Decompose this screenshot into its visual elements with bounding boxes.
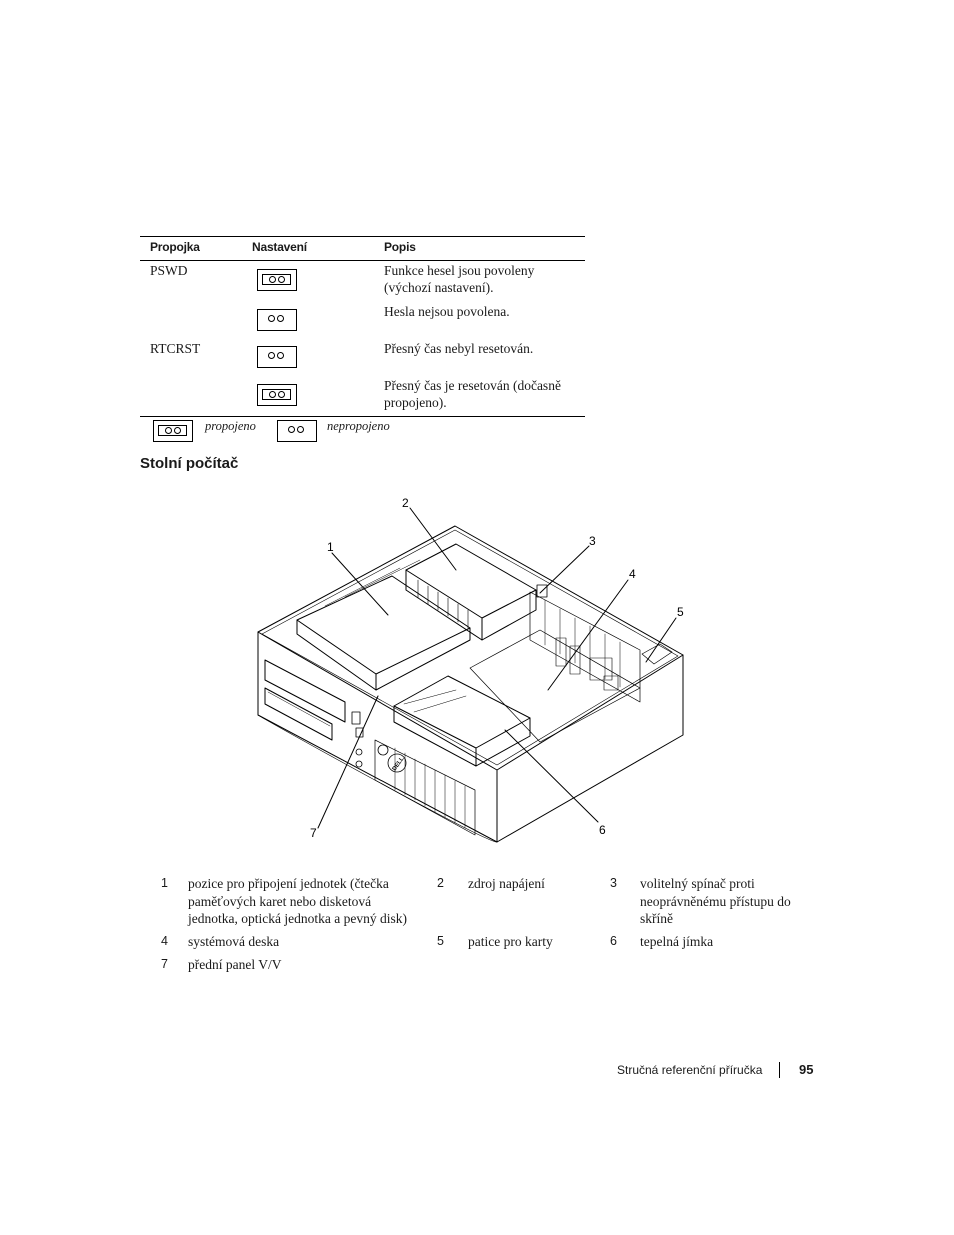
page-number: 95	[799, 1062, 814, 1077]
table-row-jumper: PSWD	[150, 263, 188, 278]
callout-5: 5	[677, 605, 684, 619]
header-setting: Nastavení	[252, 240, 307, 254]
callout-4: 4	[629, 567, 636, 581]
component-number: 5	[437, 934, 444, 948]
table-row-description: Přesný čas nebyl resetován.	[384, 341, 534, 356]
legend-closed-label: propojeno	[205, 419, 256, 433]
heat-sink	[394, 676, 530, 766]
footer-title: Stručná referenční příručka	[617, 1063, 763, 1077]
system-board	[470, 630, 640, 742]
component-label: tepelná jímka	[640, 934, 714, 949]
component-label: zdroj napájení	[468, 876, 545, 891]
jumper-closed-icon	[257, 269, 297, 291]
component-number: 2	[437, 876, 444, 890]
chassis-outline	[258, 526, 683, 842]
callout-6: 6	[599, 823, 606, 837]
jumper-open-icon	[257, 346, 297, 368]
table-bottom-rule	[140, 416, 585, 417]
legend-open-jumper-icon	[277, 420, 317, 442]
brand-logo-text: DELL	[391, 756, 406, 773]
component-label: patice pro karty	[468, 934, 553, 949]
header-description: Popis	[384, 240, 416, 254]
legend-closed-jumper-icon	[153, 420, 193, 442]
jumper-open-icon	[257, 309, 297, 331]
table-row-description: Funkce hesel jsou povoleny (výchozí nastavení).	[384, 263, 535, 295]
header-jumper: Propojka	[150, 240, 200, 254]
table-row-description: Přesný čas je resetován (dočasně propojeno).	[384, 378, 561, 410]
component-number: 3	[610, 876, 617, 890]
desktop-computer-diagram	[240, 490, 710, 850]
table-header-rule	[140, 260, 585, 261]
callout-3: 3	[589, 534, 596, 548]
component-number: 6	[610, 934, 617, 948]
component-number: 1	[161, 876, 168, 890]
callout-2: 2	[402, 496, 409, 510]
component-label: pozice pro připojení jednotek (čtečka paměťových karet nebo disketová jednotka, optická jednotka a pevný disk)	[188, 876, 407, 926]
drive-bay-assembly	[297, 560, 470, 690]
jumper-closed-icon	[257, 384, 297, 406]
section-title: Stolní počítač	[140, 455, 239, 472]
legend-open-label: nepropojeno	[327, 419, 390, 433]
table-row-description: Hesla nejsou povolena.	[384, 304, 510, 319]
footer-separator	[779, 1062, 780, 1078]
component-number: 7	[161, 957, 168, 971]
component-label: systémová deska	[188, 934, 280, 949]
component-label: volitelný spínač proti neoprávněnému přístupu do skříně	[640, 876, 791, 926]
table-row-jumper: RTCRST	[150, 341, 201, 356]
component-number: 4	[161, 934, 168, 948]
callout-7: 7	[310, 826, 317, 840]
table-top-rule	[140, 236, 585, 237]
callout-1: 1	[327, 540, 334, 554]
power-supply	[406, 544, 536, 640]
component-label: přední panel V/V	[188, 957, 282, 972]
